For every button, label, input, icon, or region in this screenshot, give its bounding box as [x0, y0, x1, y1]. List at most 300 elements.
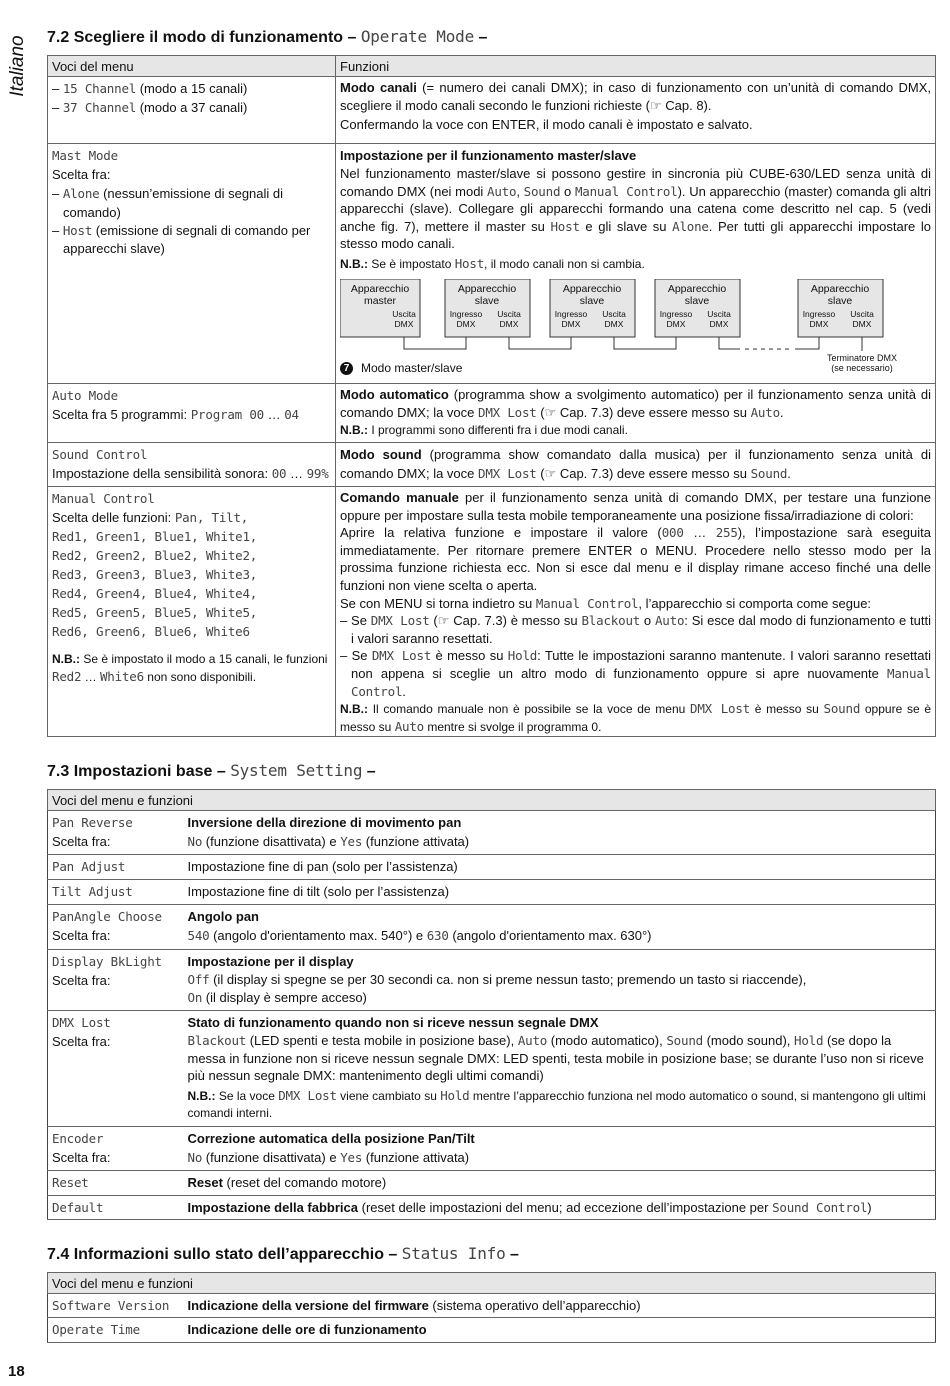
- text-line: [52, 1032, 180, 1051]
- menu-cell: [48, 77, 336, 144]
- text-line: [52, 508, 331, 527]
- menu-value: Red3, Green3, Blue3, White3,: [52, 566, 258, 582]
- text-line: [52, 926, 180, 945]
- menu-value: Tilt Adjust: [52, 884, 133, 900]
- device-master: [340, 279, 420, 337]
- text: (☞ Cap. 7.3) è messo su: [429, 613, 582, 629]
- text-line: [52, 584, 331, 603]
- label: DMX: [666, 318, 686, 329]
- menu-value: Operate Time: [52, 1322, 140, 1338]
- bold-text: N.B.:: [340, 422, 368, 437]
- label: DMX: [852, 318, 872, 329]
- menu-name: Status Info: [401, 1244, 506, 1264]
- label: Ingresso: [554, 308, 588, 319]
- menu-value: Sound: [823, 701, 861, 717]
- menu-value: Host: [550, 218, 580, 234]
- text-line: [340, 612, 931, 647]
- text: Nel funzionamento master/slave si possono gestire in sincronia più CUBE-630/LED senza unità di comando DMX (nei modi: [340, 166, 931, 199]
- function-cell: [184, 855, 936, 880]
- section-7-2-title: [47, 27, 936, 48]
- text-line: [340, 386, 931, 422]
- menu-value: DMX Lost: [690, 701, 750, 717]
- text-line: [52, 1198, 180, 1217]
- text: oppure se è messo su: [340, 702, 932, 735]
- function-cell: [336, 442, 936, 486]
- function-cell: [336, 383, 936, 442]
- text: Se è impostato: [368, 256, 455, 271]
- menu-cell: [48, 880, 184, 905]
- text: (funzione disattivata) e: [202, 1150, 341, 1166]
- menu-value: Blackout: [581, 613, 641, 629]
- text-line: [340, 489, 931, 524]
- label: slave: [684, 294, 710, 307]
- text-line: [340, 422, 931, 439]
- menu-value: Auto: [487, 183, 517, 199]
- dash: –: [212, 763, 231, 781]
- function-cell: [336, 144, 936, 384]
- text: Impostazione fine di pan (solo per l’assistenza): [187, 859, 458, 875]
- menu-value: Manual Control: [351, 665, 931, 699]
- menu-value: Sound: [750, 465, 788, 481]
- bold-text: Modo canali: [340, 80, 417, 95]
- text-line: [340, 255, 931, 273]
- menu-cell: [48, 486, 336, 736]
- text: per il funzionamento senza unità di comando DMX, per testare una funzione oppure per impostare sulla testa mobile temporaneamente una posizione fissa/irradiazione di colori:: [340, 489, 932, 523]
- bold-text: Correzione automatica della posizione Pan/Tilt: [187, 1131, 475, 1147]
- menu-value: Blackout: [187, 1033, 247, 1049]
- section-7-4-title: [47, 1244, 936, 1265]
- device-slave: [550, 279, 635, 337]
- text: (modo a 15 canali): [136, 81, 248, 96]
- text: mentre si svolge il programma 0.: [424, 720, 602, 735]
- text: (funzione disattivata) e: [202, 834, 341, 850]
- menu-value: 15 Channel: [62, 81, 137, 96]
- menu-cell: [48, 383, 336, 442]
- text-line: [188, 1173, 932, 1192]
- menu-value: Manual Control: [52, 490, 155, 506]
- label: Terminatore DMX: [826, 352, 898, 363]
- device-slave: [655, 279, 740, 337]
- menu-value: No: [187, 1150, 203, 1166]
- menu-cell: [48, 1294, 184, 1318]
- text: (reset del comando motore): [222, 1175, 387, 1191]
- text: mentre l’apparecchio funziona nel modo automatico o sound, si mantengono gli ultimi comandi interni.: [187, 1088, 926, 1120]
- col-header: Voci del menu: [48, 56, 336, 77]
- bold-text: Impostazione della fabbrica: [187, 1200, 358, 1216]
- text-line: [52, 1129, 180, 1148]
- text: Impostazione della sensibilità sonora:: [52, 465, 272, 481]
- text-line: [188, 1013, 932, 1032]
- menu-value: Mast Mode: [52, 148, 118, 163]
- label: Apparecchio: [350, 282, 410, 295]
- text: e gli slave su: [579, 218, 673, 234]
- text: .: [402, 683, 406, 699]
- text-line: [340, 115, 931, 134]
- label: DMX: [499, 318, 519, 329]
- text: Il comando manuale non è possibile se la voce de menu: [368, 702, 691, 717]
- text: …: [81, 669, 100, 684]
- text-line: [52, 222, 331, 258]
- text: Scelta fra:: [52, 973, 111, 989]
- text-line: [188, 1129, 932, 1148]
- text-line: [52, 813, 180, 832]
- bold-text: N.B.:: [187, 1088, 216, 1103]
- table-row: [48, 383, 936, 442]
- menu-value: Display BkLight: [52, 954, 162, 970]
- dmx-cable: [614, 337, 676, 349]
- system-setting-table: [47, 789, 936, 1220]
- operate-mode-table: [47, 55, 936, 737]
- function-cell: [336, 486, 936, 736]
- bold-text: N.B.:: [52, 651, 80, 666]
- text-line: [188, 832, 932, 851]
- text: (sistema operativo dell’apparecchio): [428, 1298, 641, 1314]
- bold-text: Reset: [187, 1175, 223, 1191]
- menu-cell: [48, 1318, 184, 1343]
- master-slave-diagram: [340, 279, 900, 351]
- menu-value: Pan Reverse: [52, 815, 133, 831]
- menu-value: 37 Channel: [62, 100, 137, 115]
- table-row: [48, 1171, 936, 1196]
- text-line: [188, 813, 932, 832]
- label: DMX: [456, 318, 476, 329]
- text-line: [52, 907, 180, 926]
- bold-text: Indicazione della versione del firmware: [187, 1298, 429, 1314]
- menu-value: Yes: [340, 1150, 363, 1166]
- terminator-label: [812, 353, 912, 373]
- bold-text: N.B.:: [340, 702, 368, 717]
- text: (angolo d'orientamento max. 630°): [448, 928, 652, 944]
- text-line: [52, 464, 331, 483]
- text: o: [560, 183, 575, 199]
- function-cell: [184, 1011, 936, 1127]
- text-line: [52, 832, 180, 851]
- text: Scelta delle funzioni:: [52, 509, 175, 525]
- menu-value: Software Version: [52, 1298, 170, 1314]
- text: Se con MENU si torna indietro su: [340, 595, 536, 611]
- dash: –: [505, 1246, 519, 1264]
- table-row: [48, 486, 936, 736]
- status-info-table: [47, 1272, 936, 1343]
- function-cell: [184, 880, 936, 905]
- label: slave: [579, 294, 605, 307]
- text: Confermando la voce con ENTER, il modo canali è impostato e salvato.: [340, 117, 753, 132]
- section-7-3-title: [47, 761, 936, 782]
- label: Ingresso: [449, 308, 483, 319]
- menu-value: DMX Lost: [278, 1087, 337, 1103]
- text-line: [340, 700, 931, 736]
- menu-value: DMX Lost: [478, 465, 537, 481]
- dmx-cable: [719, 337, 740, 349]
- text: (modo automatico),: [547, 1033, 667, 1049]
- device-slave: [798, 279, 883, 337]
- table-row: [48, 811, 936, 855]
- table-row: [48, 950, 936, 1011]
- text-line: [340, 524, 931, 594]
- menu-value: On: [187, 989, 203, 1005]
- text: viene cambiato su: [336, 1088, 441, 1103]
- figure-number-icon: 7: [340, 362, 353, 375]
- text: (funzione attivata): [362, 834, 470, 850]
- text-line: [52, 603, 331, 622]
- text-line: [340, 647, 931, 700]
- title-text: 7.4 Informazioni sullo stato dell’apparecchio: [47, 1246, 384, 1264]
- menu-value: 99%: [306, 465, 329, 481]
- label: DMX: [604, 318, 624, 329]
- menu-value: Alone: [672, 218, 709, 234]
- text-line: [188, 989, 932, 1007]
- function-cell: [184, 1127, 936, 1171]
- text: Scelta fra 5 programmi:: [52, 406, 191, 422]
- text: –: [52, 81, 63, 96]
- table-row: [48, 77, 936, 144]
- text: , l’apparecchio si comporta come segue:: [638, 595, 872, 611]
- bold-text: Comando manuale: [340, 489, 459, 505]
- menu-value: Sound: [666, 1033, 703, 1049]
- menu-value: Sound Control: [772, 1200, 868, 1216]
- menu-value: Hold: [440, 1087, 470, 1103]
- text: (il display è sempre acceso): [202, 989, 367, 1005]
- text: .: [779, 404, 784, 420]
- label: slave: [474, 294, 500, 307]
- text: (funzione attivata): [362, 1150, 470, 1166]
- col-header: Funzioni: [336, 56, 936, 77]
- label: (se necessario): [831, 362, 893, 373]
- menu-value: Yes: [340, 834, 363, 850]
- menu-value: Host: [454, 255, 485, 271]
- label: Apparecchio: [810, 282, 870, 295]
- menu-cell: [48, 905, 184, 950]
- page-number: 18: [8, 1363, 25, 1381]
- table-row: [48, 1127, 936, 1171]
- title-text: 7.2 Scegliere il modo di funzionamento: [47, 29, 344, 46]
- menu-name: System Setting: [230, 761, 363, 781]
- text-line: [188, 1198, 932, 1217]
- bold-text: Indicazione delle ore di funzionamento: [187, 1322, 427, 1338]
- text: Scelta fra:: [52, 1034, 111, 1050]
- dash: –: [343, 29, 361, 46]
- bold-text: Modo sound: [340, 446, 422, 462]
- text: –: [52, 100, 63, 115]
- text: (se dopo la messa in funzione non si riceve nessun segnale DMX: LED spenti, testa mobile in posizione base; se durante l’uso non si riceve più nessun segnale DMX: mantenimento degli ultimi comandi): [187, 1033, 924, 1084]
- label: Uscita: [392, 308, 416, 319]
- text-line: [188, 882, 932, 901]
- label: master: [363, 294, 397, 307]
- menu-value: No: [187, 834, 203, 850]
- text-line: [52, 952, 180, 971]
- text: I programmi sono differenti fra i due modi canali.: [368, 422, 628, 437]
- menu-value: Auto: [517, 1033, 548, 1049]
- text-line: [52, 386, 331, 405]
- label: DMX: [809, 318, 829, 329]
- menu-value: DMX Lost: [52, 1015, 111, 1031]
- menu-value: 00: [271, 465, 287, 481]
- text-line: [188, 1087, 932, 1122]
- text-line: [52, 489, 331, 508]
- function-cell: [184, 811, 936, 855]
- text: Scelta fra:: [52, 167, 111, 182]
- text: Se è impostato il modo a 15 canali, le funzioni: [80, 651, 328, 666]
- dmx-cable: [795, 337, 819, 349]
- text: (modo sound),: [702, 1033, 795, 1049]
- table-row: [48, 905, 936, 950]
- text: , il modo canali non si cambia.: [484, 256, 645, 271]
- table-row: [48, 144, 936, 384]
- menu-value: 000: [661, 525, 684, 541]
- table-row: [48, 1011, 936, 1127]
- label: Apparecchio: [562, 282, 622, 295]
- menu-cell: [48, 1196, 184, 1220]
- text: Aprire la relativa funzione e impostare il valore (: [340, 525, 662, 541]
- text: è messo su: [750, 702, 824, 717]
- text: o: [640, 613, 655, 629]
- text: (programma show a svolgimento automatico) per il funzionamento senza unità di comando DMX; la voce: [340, 386, 931, 420]
- diagram-caption: Modo master/slave: [361, 360, 463, 375]
- menu-value: Sound Control: [52, 446, 148, 462]
- text-line: [188, 1320, 932, 1339]
- text: ), l’impostazione sarà eseguita immediatamente. Per ritornare premere ENTER o MENU. Procedere nello stesso modo per la prossima funzione richiesta ecc. Non si esce dal menu e il display rimane acceso finché una delle funzioni non viene scelta o aperta.: [340, 525, 931, 593]
- menu-value: Red5, Green5, Blue5, White5,: [52, 604, 258, 620]
- dmx-cable: [404, 337, 466, 349]
- menu-value: Encoder: [52, 1131, 104, 1147]
- text: : Tutte le impostazioni saranno mantenute. I valori saranno resettati non appena si sceglie un altro modo di funzionamento oppure si apre nuovamente: [351, 648, 932, 681]
- text-line: [52, 165, 331, 184]
- menu-value: Auto: [750, 404, 780, 420]
- text-line: [340, 595, 931, 613]
- text-line: [52, 546, 331, 565]
- text-line: [52, 79, 331, 98]
- text: (il display si spegne se per 30 secondi ca. non si preme nessun tasto; premendo un tasto si riaccende),: [209, 972, 807, 988]
- text: ). Un apparecchio (master) comanda gli altri apparecchi (slave). Collegare gli apparecchi formando una catena come descritto nel cap. 5 (vedi anche fig. 7), mettere il master su: [340, 183, 931, 234]
- menu-value: Red2, Green2, Blue2, White2,: [52, 547, 258, 563]
- text: Impostazione fine di tilt (solo per l’assistenza): [187, 884, 450, 900]
- text: –: [52, 223, 63, 238]
- dmx-cable: [509, 337, 571, 349]
- text-line: [188, 857, 932, 876]
- table-row: [48, 1196, 936, 1220]
- text: (angolo d'orientamento max. 540°) e: [209, 928, 427, 944]
- text: (nessun’emissione di segnali di comando): [63, 186, 284, 220]
- table-row: [48, 880, 936, 905]
- text-line: [52, 1148, 180, 1167]
- text: (reset delle impostazioni del menu; ad eccezione dell’impostazione per: [358, 1200, 773, 1216]
- text: …: [683, 525, 716, 541]
- bold-text: Impostazione per il display: [187, 954, 354, 970]
- menu-value: Program 00: [190, 406, 264, 422]
- bold-text: Modo automatico: [340, 386, 449, 402]
- text-line: [188, 1032, 932, 1085]
- menu-cell: [48, 1127, 184, 1171]
- menu-cell: [48, 442, 336, 486]
- text: .: [787, 465, 791, 481]
- dash: –: [474, 29, 488, 46]
- text-line: [52, 882, 180, 901]
- text: …: [263, 406, 285, 422]
- menu-cell: [48, 811, 184, 855]
- label: Ingresso: [802, 308, 836, 319]
- text-line: [52, 1013, 180, 1032]
- menu-value: DMX Lost: [478, 404, 537, 420]
- text: –: [52, 186, 63, 201]
- text: è messo su: [431, 648, 508, 664]
- text-line: [188, 926, 932, 945]
- menu-value: DMX Lost: [370, 613, 430, 629]
- label: Uscita: [497, 308, 521, 319]
- menu-value: Pan, Tilt,: [174, 509, 249, 525]
- label: Apparecchio: [667, 282, 727, 295]
- text-line: [52, 146, 331, 165]
- menu-value: Red2: [52, 668, 82, 684]
- text: Scelta fra:: [52, 928, 111, 944]
- menu-value: Red1, Green1, Blue1, White1,: [52, 528, 258, 544]
- text-line: [52, 98, 331, 117]
- text: ): [867, 1200, 872, 1216]
- menu-cell: [48, 1011, 184, 1127]
- menu-value: Hold: [507, 648, 538, 664]
- text: (= numero dei canali DMX); in caso di funzionamento con un’unità di comando DMX, scegliere il modo canali secondo le funzioni richieste (☞ Cap. 8).: [340, 80, 931, 113]
- text-line: [52, 405, 331, 424]
- menu-value: PanAngle Choose: [52, 909, 162, 925]
- text: (☞ Cap. 7.3) deve essere messo su: [536, 404, 751, 420]
- text: – Se: [340, 613, 371, 629]
- menu-value: Hold: [794, 1033, 824, 1049]
- text-line: [52, 565, 331, 584]
- text: – Se: [340, 648, 372, 664]
- diagram-caption-row: [340, 353, 931, 383]
- function-cell: [184, 1294, 936, 1318]
- bold-text: Angolo pan: [187, 909, 259, 925]
- col-header: Voci del menu e funzioni: [48, 1273, 936, 1294]
- bold-text: Inversione della direzione di movimento pan: [187, 815, 462, 831]
- menu-value: Sound: [523, 183, 561, 199]
- page-content: [47, 0, 936, 1343]
- label: Uscita: [850, 308, 874, 319]
- text: Se la voce: [215, 1088, 279, 1103]
- menu-value: Reset: [52, 1175, 89, 1191]
- label: Uscita: [707, 308, 731, 319]
- title-text: 7.3 Impostazioni base: [47, 763, 213, 781]
- text-line: [340, 146, 931, 165]
- text-line: [340, 445, 931, 483]
- function-cell: [184, 1318, 936, 1343]
- device-slave: [445, 279, 530, 337]
- menu-value: Off: [187, 972, 210, 988]
- text-line: [188, 1148, 932, 1167]
- menu-cell: [48, 1171, 184, 1196]
- text-line: [52, 1320, 180, 1339]
- text: (LED spenti e testa mobile in posizione base),: [246, 1033, 518, 1049]
- function-cell: [184, 1196, 936, 1220]
- text-line: [188, 907, 932, 926]
- label: slave: [827, 294, 853, 307]
- menu-cell: [48, 855, 184, 880]
- bold-text: Stato di funzionamento quando non si riceve nessun segnale DMX: [187, 1015, 599, 1031]
- table-row: [48, 442, 936, 486]
- text-line: [340, 79, 931, 115]
- label: Uscita: [602, 308, 626, 319]
- menu-value: Manual Control: [535, 595, 639, 611]
- label: DMX: [394, 318, 414, 329]
- text-line: [52, 1173, 180, 1192]
- text: (modo a 37 canali): [136, 100, 248, 115]
- menu-value: Manual Control: [574, 183, 678, 199]
- menu-name: Operate Mode: [360, 27, 475, 46]
- label: DMX: [709, 318, 729, 329]
- menu-value: 04: [284, 406, 299, 422]
- text: (programma show comandato dalla musica) per il funzionamento senza unità di comando DMX; la voce: [340, 446, 931, 481]
- text: ,: [516, 183, 524, 199]
- function-cell: [184, 1171, 936, 1196]
